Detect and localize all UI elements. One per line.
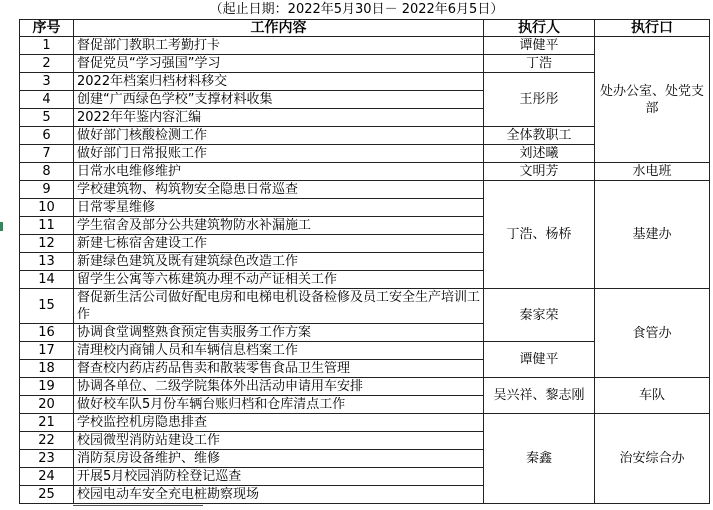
- office-cell[interactable]: 治安综合办: [595, 414, 710, 504]
- date-range-caption: （起止日期：2022年5月30日－ 2022年6月5日）: [209, 2, 504, 17]
- seq-cell[interactable]: 18: [20, 360, 74, 378]
- task-cell[interactable]: 2022年档案归档材料移交: [74, 73, 484, 91]
- executor-cell[interactable]: 秦鑫: [484, 414, 595, 504]
- cut-off-line: [73, 505, 203, 510]
- table-row: [20, 414, 710, 432]
- seq-cell[interactable]: 3: [20, 73, 74, 91]
- task-cell[interactable]: 督促新生活公司做好配电房和电梯电机设备检修及员工安全生产培训工作: [74, 289, 484, 324]
- executor-cell[interactable]: 文明芳: [484, 163, 595, 181]
- seq-cell[interactable]: 2: [20, 55, 74, 73]
- executor-cell[interactable]: 谭健平: [484, 342, 595, 378]
- seq-cell[interactable]: 24: [20, 468, 74, 486]
- seq-cell[interactable]: 20: [20, 396, 74, 414]
- executor-cell[interactable]: 丁浩: [484, 55, 595, 73]
- task-cell[interactable]: 新建绿色建筑及既有建筑绿色改造工作: [74, 253, 484, 271]
- seq-cell[interactable]: 14: [20, 271, 74, 289]
- task-cell[interactable]: 督促党员“学习强国”学习: [74, 55, 484, 73]
- table-row: [20, 163, 710, 181]
- seq-cell[interactable]: 1: [20, 37, 74, 55]
- seq-cell[interactable]: 11: [20, 217, 74, 235]
- task-cell[interactable]: 校园电动车安全充电桩勘察现场: [74, 486, 484, 504]
- task-cell[interactable]: 做好部门核酸检测工作: [74, 127, 484, 145]
- task-cell[interactable]: 协调各单位、二级学院集体外出活动申请用车安排: [74, 378, 484, 396]
- weekly-work-table: [19, 19, 710, 504]
- task-cell[interactable]: 新建七栋宿舍建设工作: [74, 235, 484, 253]
- task-cell[interactable]: 协调食堂调整熟食预定售卖服务工作方案: [74, 324, 484, 342]
- task-cell[interactable]: 校园微型消防站建设工作: [74, 432, 484, 450]
- seq-cell[interactable]: 19: [20, 378, 74, 396]
- seq-cell[interactable]: 9: [20, 181, 74, 199]
- seq-cell[interactable]: 12: [20, 235, 74, 253]
- task-cell[interactable]: 日常零星维修: [74, 199, 484, 217]
- header-seq[interactable]: 序号: [20, 20, 74, 37]
- task-cell[interactable]: 学校监控机房隐患排查: [74, 414, 484, 432]
- seq-cell[interactable]: 15: [20, 289, 74, 324]
- seq-cell[interactable]: 7: [20, 145, 74, 163]
- executor-cell[interactable]: 秦家荣: [484, 289, 595, 342]
- seq-cell[interactable]: 25: [20, 486, 74, 504]
- executor-cell[interactable]: 刘述曦: [484, 145, 595, 163]
- table-row: [20, 378, 710, 396]
- seq-cell[interactable]: 8: [20, 163, 74, 181]
- task-cell[interactable]: 创建“广西绿色学校”支撑材料收集: [74, 91, 484, 109]
- task-cell[interactable]: 督查校内药店药品售卖和散装零售食品卫生管理: [74, 360, 484, 378]
- task-cell[interactable]: 开展5月校园消防栓登记巡查: [74, 468, 484, 486]
- seq-cell[interactable]: 21: [20, 414, 74, 432]
- office-cell[interactable]: 车队: [595, 378, 710, 414]
- task-cell[interactable]: 2022年年鉴内容汇编: [74, 109, 484, 127]
- task-cell[interactable]: 清理校内商铺人员和车辆信息档案工作: [74, 342, 484, 360]
- office-cell[interactable]: 处办公室、处党支部: [595, 37, 710, 163]
- seq-cell[interactable]: 5: [20, 109, 74, 127]
- task-cell[interactable]: 学校建筑物、构筑物安全隐患日常巡查: [74, 181, 484, 199]
- office-cell[interactable]: 基建办: [595, 181, 710, 289]
- table-row: [20, 289, 710, 324]
- header-executing-office[interactable]: 执行口: [595, 20, 710, 37]
- table-row: [20, 37, 710, 55]
- seq-cell[interactable]: 23: [20, 450, 74, 468]
- executor-cell[interactable]: 吴兴祥、黎志刚: [484, 378, 595, 414]
- executor-cell[interactable]: 丁浩、杨桥: [484, 181, 595, 289]
- cut-off-row-edge: [73, 505, 203, 510]
- header-executor[interactable]: 执行人: [484, 20, 595, 37]
- seq-cell[interactable]: 4: [20, 91, 74, 109]
- executor-cell[interactable]: 谭健平: [484, 37, 595, 55]
- executor-cell[interactable]: 王彤彤: [484, 73, 595, 127]
- header-content[interactable]: 工作内容: [74, 20, 484, 37]
- seq-cell[interactable]: 10: [20, 199, 74, 217]
- seq-cell[interactable]: 22: [20, 432, 74, 450]
- task-cell[interactable]: 学生宿舍及部分公共建筑物防水补漏施工: [74, 217, 484, 235]
- office-cell[interactable]: 水电班: [595, 163, 710, 181]
- task-cell[interactable]: 留学生公寓等六栋建筑办理不动产证相关工作: [74, 271, 484, 289]
- task-cell[interactable]: 督促部门教职工考勤打卡: [74, 37, 484, 55]
- seq-cell[interactable]: 13: [20, 253, 74, 271]
- office-cell[interactable]: 食管办: [595, 289, 710, 378]
- seq-cell[interactable]: 17: [20, 342, 74, 360]
- task-cell[interactable]: 日常水电维修维护: [74, 163, 484, 181]
- task-cell[interactable]: 消防泵房设备维护、维修: [74, 450, 484, 468]
- task-cell[interactable]: 做好校车队5月份车辆台账归档和仓库清点工作: [74, 396, 484, 414]
- table-row: [20, 181, 710, 199]
- task-cell[interactable]: 做好部门日常报账工作: [74, 145, 484, 163]
- row-marker-icon: [0, 222, 3, 231]
- seq-cell[interactable]: 6: [20, 127, 74, 145]
- seq-cell[interactable]: 16: [20, 324, 74, 342]
- executor-cell[interactable]: 全体教职工: [484, 127, 595, 145]
- header-row: [20, 20, 710, 37]
